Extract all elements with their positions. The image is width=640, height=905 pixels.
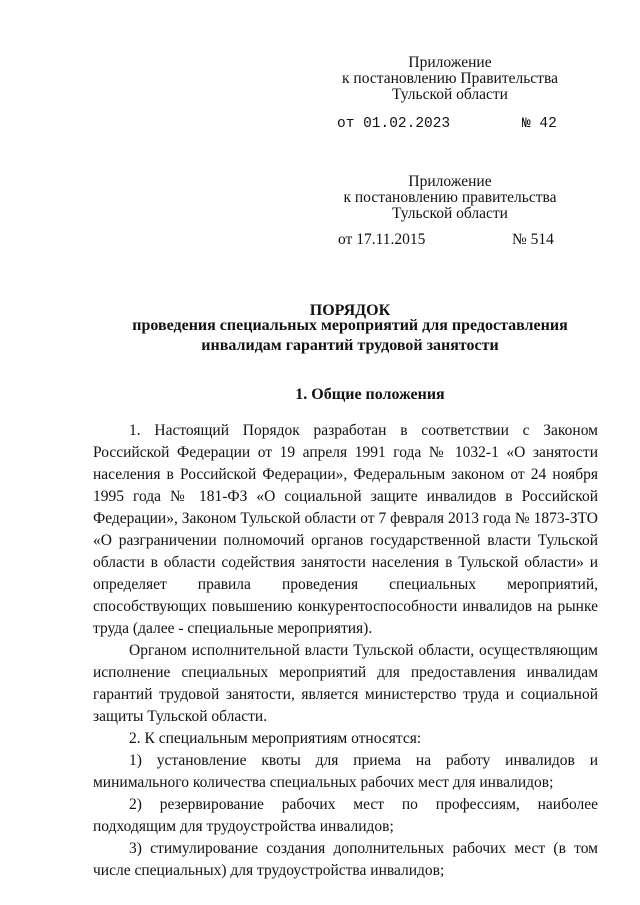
appendix-old-number: № 514 — [512, 231, 554, 248]
appendix-new-date: 01.02.2023 — [363, 116, 451, 132]
appendix-old-date: от 17.11.2015 — [338, 231, 426, 248]
paragraph: Органом исполнительной власти Тульской области, осуществляющим исполнение специальных мероприятий для предоставления инвалидам гарантий трудовой занятости, является министерство труда и социальной защиты Тульской области. — [93, 642, 598, 725]
paragraph: 1. Настоящий Порядок разработан в соответствии с Законом Российской Федерации от 19 апреля 1991 года № 1032-1 «О занятости населения в Российской Федерации», Федеральным законом от 24 ноября 1995 года № 181-ФЗ «О социальной защите инвалидов в Российской Федерации», Законом Тульской области от 7 февраля 2013 года № 1873-ЗТО «О разграничении полномочий органов государственной власти Тульской области в области содействия занятости населения в Тульской области» и определяет правила проведения специальных мероприятий, способствующих повышению конкурентоспособности инвалидов на рынке труда (далее - специальные мероприятия). — [93, 422, 598, 637]
appendix-new-line3: Тульской области — [392, 86, 508, 103]
appendix-new-date-line — [337, 116, 450, 132]
paragraph: 2. К специальным мероприятиям относятся: — [129, 730, 422, 747]
appendix-new-line1: Приложение — [408, 54, 492, 71]
paragraph: 3) стимулирование создания дополнительных рабочих мест (в том числе специальных) для трудоустройства инвалидов; — [93, 840, 598, 879]
appendix-new-line2: к постановлению Правительства — [342, 70, 558, 87]
appendix-old-line3: Тульской области — [392, 205, 508, 222]
appendix-old-header — [340, 174, 560, 222]
paragraph: 2) резервирование рабочих мест по профессиям, наиболее подходящим для трудоустройства инвалидов; — [93, 796, 598, 835]
document-title: ПОРЯДОК — [309, 302, 391, 319]
appendix-new-header — [340, 55, 560, 103]
appendix-old-line1: Приложение — [408, 173, 492, 190]
appendix-old-line2: к постановлению правительства — [343, 189, 557, 206]
document-body — [93, 420, 598, 882]
document-subtitle-line2: инвалидам гарантий трудовой занятости — [201, 337, 499, 354]
section-heading: 1. Общие положения — [295, 386, 445, 403]
document-subtitle-line1: проведения специальных мероприятий для предоставления — [132, 317, 568, 334]
appendix-new-date-prefix: от — [337, 116, 355, 132]
paragraph: 1) установление квоты для приема на работу инвалидов и минимального количества специальных рабочих мест для инвалидов; — [93, 752, 598, 791]
appendix-new-number: № 42 — [522, 116, 557, 132]
